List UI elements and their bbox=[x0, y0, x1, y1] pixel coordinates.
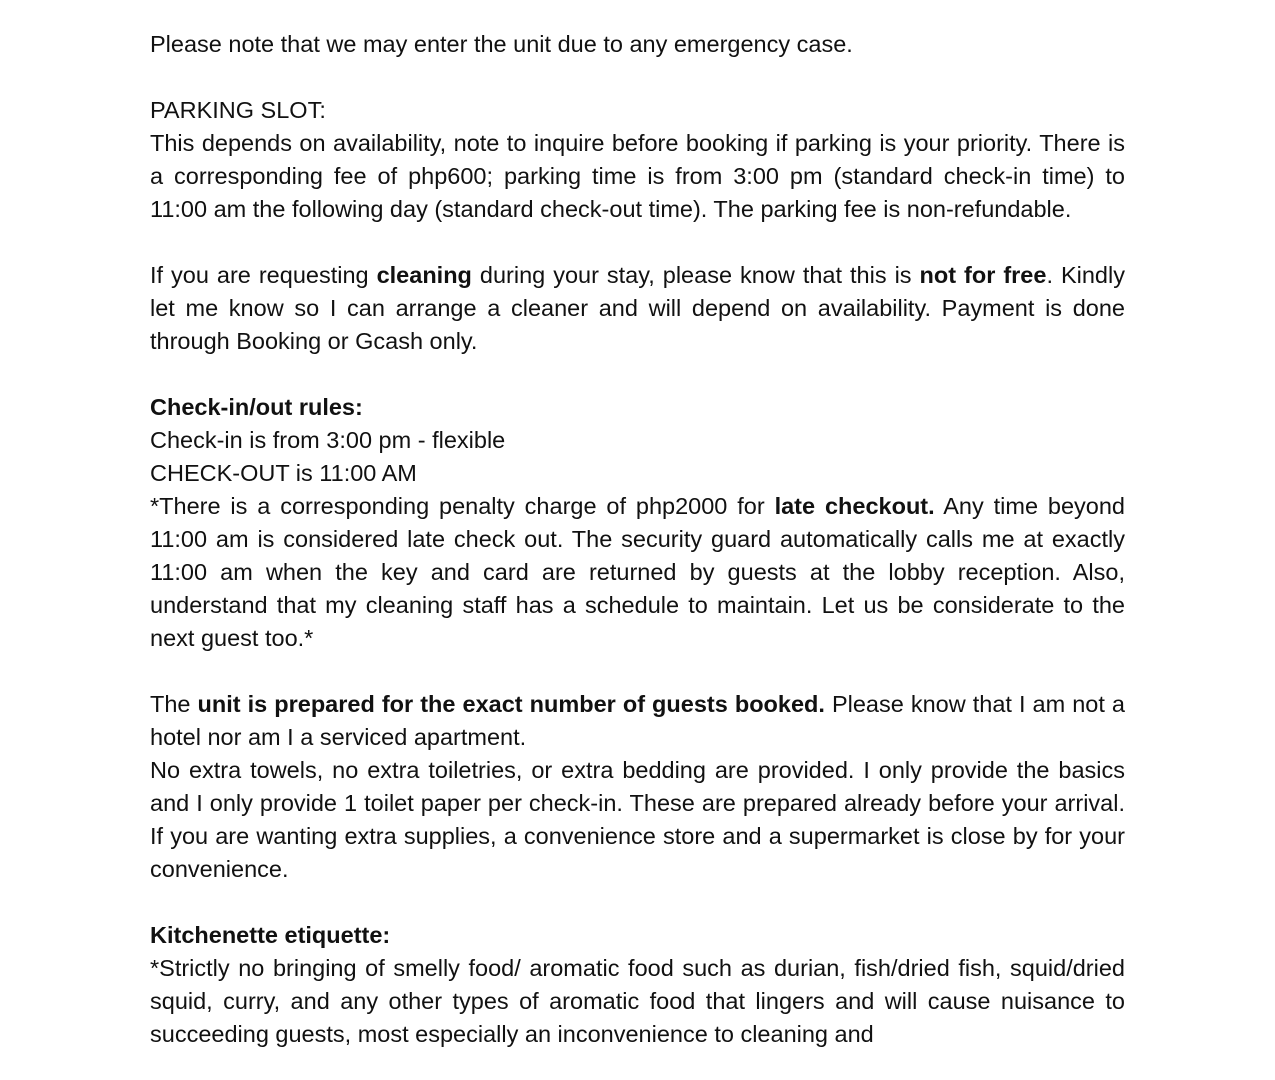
cleaning-bold-not-free: not for free bbox=[919, 262, 1047, 288]
cleaning-text-3: . Kindly let me know so I can arrange a cleaner and will depend on availability. Payment is done through Booking or Gcash only. bbox=[150, 262, 1125, 354]
emergency-note: Please note that we may enter the unit due to any emergency case. bbox=[150, 31, 853, 57]
paragraph-gap bbox=[150, 226, 1125, 259]
checkout-line: CHECK-OUT is 11:00 AM bbox=[150, 460, 417, 486]
penalty-bold-late-checkout: late checkout. bbox=[774, 493, 935, 519]
kitchen-body: *Strictly no bringing of smelly food/ aromatic food such as durian, fish/dried fish, squid/dried squid, curry, and any other types of aromatic food that lingers and will cause nuisance to succeeding guests, most especially an inconvenience to cleaning and bbox=[150, 955, 1125, 1047]
guests-text-1: The bbox=[150, 691, 198, 717]
paragraph-gap bbox=[150, 886, 1125, 919]
checkin-heading bbox=[150, 391, 1125, 424]
penalty-text-1: *There is a corresponding penalty charge of php2000 for bbox=[150, 493, 775, 519]
extras-paragraph: No extra towels, no extra toiletries, or extra bedding are provided. I only provide the basics and I only provide 1 toilet paper per check-in. These are prepared already before your arrival. If you are wanting extra supplies, a convenience store and a supermarket is close by for your convenience. bbox=[150, 757, 1125, 882]
checkin-heading-text: Check-in/out rules: bbox=[150, 394, 363, 420]
cleaning-paragraph bbox=[150, 259, 1125, 358]
guests-bold: unit is prepared for the exact number of guests booked. bbox=[197, 691, 825, 717]
guests-text-2: Please know that I am not a hotel nor am I a serviced apartment. bbox=[150, 691, 1125, 750]
parking-heading: PARKING SLOT: bbox=[150, 97, 326, 123]
parking-body: This depends on availability, note to inquire before booking if parking is your priority. There is a corresponding fee of php600; parking time is from 3:00 pm (standard check-in time) to 11:00 am the following day (standard check-out time). The parking fee is non-refundable. bbox=[150, 130, 1125, 222]
kitchen-heading-text: Kitchenette etiquette: bbox=[150, 922, 391, 948]
paragraph-gap bbox=[150, 655, 1125, 688]
kitchen-heading bbox=[150, 919, 1125, 952]
cleaning-text-2: during your stay, please know that this is bbox=[471, 262, 920, 288]
paragraph-gap bbox=[150, 61, 1125, 94]
paragraph-gap bbox=[150, 358, 1125, 391]
late-checkout-paragraph bbox=[150, 490, 1125, 655]
checkin-line: Check-in is from 3:00 pm - flexible bbox=[150, 427, 506, 453]
cleaning-bold-cleaning: cleaning bbox=[376, 262, 472, 288]
document-page bbox=[150, 28, 1125, 1051]
guests-paragraph bbox=[150, 688, 1125, 754]
cleaning-text-1: If you are requesting bbox=[150, 262, 377, 288]
penalty-text-2: Any time beyond 11:00 am is considered late check out. The security guard automatically calls me at exactly 11:00 am when the key and card are returned by guests at the lobby reception. Also, understand that my cleaning staff has a schedule to maintain. Let us be considerate to the next guest too.* bbox=[150, 493, 1125, 651]
